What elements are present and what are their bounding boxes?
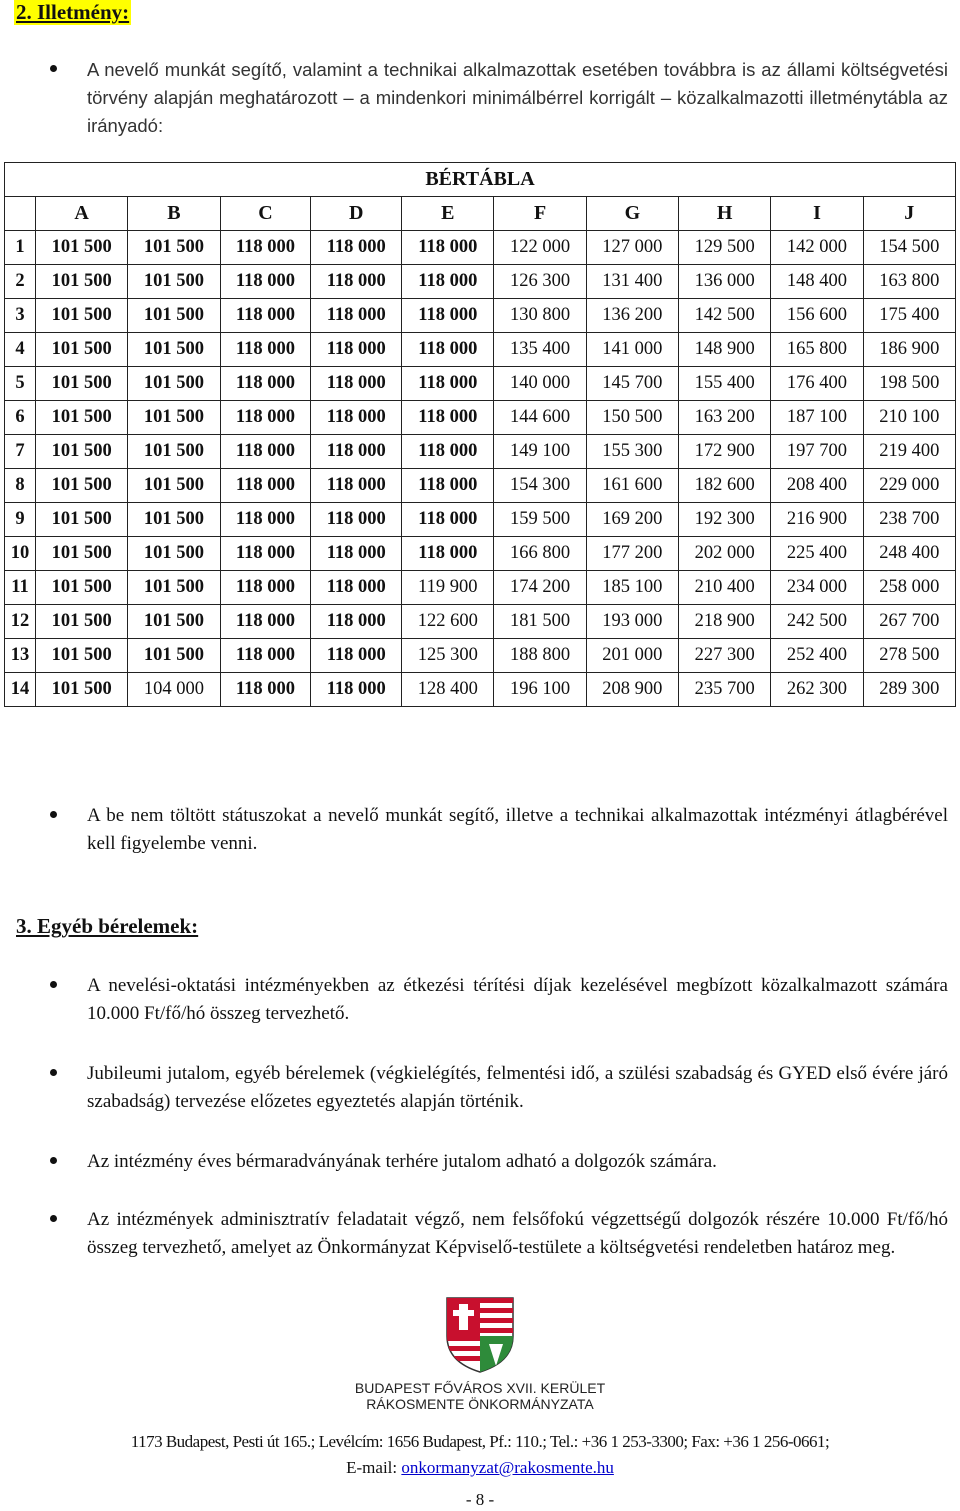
bullet-item [50,972,948,1028]
table-cell: 101 500 [36,469,128,503]
bullet-text: Az intézmények adminisztratív feladatait végző, nem felsőfokú végzettségű dolgozók részére 10.000 Ft/fő/hó összeg tervezhető, amelyet az Önkormányzat Képviselő-testülete a költségvetési rendeletben határoz meg. [87,1209,948,1258]
table-cell: 176 400 [771,367,863,401]
table-cell: 118 000 [220,367,311,401]
table-cell: 129 500 [679,231,771,265]
bullet-item [50,1060,948,1116]
table-cell: 118 000 [402,367,494,401]
table-cell: 234 000 [771,571,863,605]
bullet-icon [50,65,57,72]
table-cell: 186 900 [863,333,955,367]
table-cell: 210 100 [863,401,955,435]
table-cell: 238 700 [863,503,955,537]
table-cell: 126 300 [494,265,586,299]
table-cell: 165 800 [771,333,863,367]
bullet-icon [50,981,57,988]
table-cell: 101 500 [36,231,128,265]
table-cell: 149 100 [494,435,586,469]
table-cell: 118 000 [220,299,311,333]
table-cell: 101 500 [36,537,128,571]
section-2-heading: 2. Illetmény: [16,0,130,24]
table-cell: 118 000 [402,503,494,537]
table-row-number: 6 [5,401,36,435]
table-cell: 118 000 [311,367,402,401]
table-cell: 122 600 [402,605,494,639]
table-cell: 101 500 [36,605,128,639]
table-column-header: A [36,197,128,231]
table-cell: 118 000 [311,265,402,299]
table-cell: 118 000 [402,265,494,299]
table-cell: 175 400 [863,299,955,333]
table-row [5,571,956,605]
table-column-header: F [494,197,586,231]
footer-org-name [0,1380,960,1412]
table-cell: 118 000 [311,639,402,673]
table-cell: 101 500 [128,537,220,571]
table-cell: 193 000 [586,605,678,639]
table-cell: 118 000 [311,673,402,707]
table-cell: 101 500 [128,435,220,469]
table-cell: 142 500 [679,299,771,333]
table-column-header: H [679,197,771,231]
table-cell: 118 000 [311,537,402,571]
table-cell: 258 000 [863,571,955,605]
bullet-icon [50,1069,57,1076]
table-row [5,299,956,333]
table-cell: 252 400 [771,639,863,673]
table-row [5,605,956,639]
table-cell: 185 100 [586,571,678,605]
table-cell: 118 000 [402,469,494,503]
table-cell: 216 900 [771,503,863,537]
table-cell: 118 000 [220,333,311,367]
table-cell: 198 500 [863,367,955,401]
table-cell: 150 500 [586,401,678,435]
table-cell: 174 200 [494,571,586,605]
table-cell: 210 400 [679,571,771,605]
table-cell: 155 300 [586,435,678,469]
table-cell: 101 500 [128,401,220,435]
table-row-number: 8 [5,469,36,503]
table-cell: 187 100 [771,401,863,435]
table-cell: 118 000 [311,469,402,503]
table-cell: 101 500 [128,299,220,333]
table-cell: 262 300 [771,673,863,707]
bullet-text: Az intézmény éves bérmaradványának terhére jutalom adható a dolgozók számára. [87,1151,717,1172]
table-cell: 161 600 [586,469,678,503]
table-cell: 118 000 [402,333,494,367]
bullet-item [50,1206,948,1262]
table-row [5,639,956,673]
table-cell: 128 400 [402,673,494,707]
table-row [5,333,956,367]
table-cell: 101 500 [128,265,220,299]
table-cell: 118 000 [220,537,311,571]
bullet-item [50,802,948,858]
table-cell: 159 500 [494,503,586,537]
footer-org-line1: BUDAPEST FŐVÁROS XVII. KERÜLET [354,1380,606,1396]
table-cell: 140 000 [494,367,586,401]
table-column-header: D [311,197,402,231]
table-cell: 188 800 [494,639,586,673]
footer-address: 1173 Budapest, Pesti út 165.; Levélcím: 1656 Budapest, Pf.: 110.; Tel.: +36 1 253-3300; Fax: +36 1 256-0661; [130,1432,830,1451]
table-cell: 101 500 [36,401,128,435]
table-cell: 118 000 [220,231,311,265]
table-cell: 166 800 [494,537,586,571]
table-title: BÉRTÁBLA [5,163,956,197]
table-cell: 118 000 [220,571,311,605]
table-title-row [5,163,956,197]
table-cell: 101 500 [36,571,128,605]
table-column-header-row [5,197,956,231]
salary-table [4,162,956,707]
table-cell: 148 900 [679,333,771,367]
table-cell: 196 100 [494,673,586,707]
table-row-number: 11 [5,571,36,605]
table-row [5,503,956,537]
footer-email-label: E-mail: [346,1458,402,1477]
table-cell: 118 000 [402,537,494,571]
table-row-number: 1 [5,231,36,265]
table-cell: 101 500 [128,605,220,639]
table-row [5,367,956,401]
table-cell: 118 000 [220,469,311,503]
table-row [5,537,956,571]
table-column-header: E [402,197,494,231]
table-cell: 125 300 [402,639,494,673]
table-cell: 101 500 [128,503,220,537]
table-cell: 278 500 [863,639,955,673]
table-row [5,469,956,503]
table-cell: 118 000 [220,503,311,537]
table-cell: 218 900 [679,605,771,639]
table-row [5,401,956,435]
table-cell: 118 000 [402,299,494,333]
table-cell: 136 000 [679,265,771,299]
table-cell: 101 500 [128,333,220,367]
table-cell: 122 000 [494,231,586,265]
bullet-icon [50,811,57,818]
table-cell: 131 400 [586,265,678,299]
table-cell: 267 700 [863,605,955,639]
footer-email-link[interactable]: onkormanyzat@rakosmente.hu [401,1458,614,1477]
table-cell: 208 400 [771,469,863,503]
table-row [5,231,956,265]
table-cell: 101 500 [36,673,128,707]
table-row-number: 7 [5,435,36,469]
table-cell: 104 000 [128,673,220,707]
table-cell: 118 000 [311,435,402,469]
table-cell: 101 500 [36,639,128,673]
table-cell: 154 300 [494,469,586,503]
footer-org-line2: RÁKOSMENTE ÖNKORMÁNYZATA [366,1396,594,1412]
table-cell: 197 700 [771,435,863,469]
table-cell: 136 200 [586,299,678,333]
table-cell: 118 000 [311,571,402,605]
table-cell: 118 000 [311,299,402,333]
table-cell: 163 800 [863,265,955,299]
table-cell: 163 200 [679,401,771,435]
table-row-number: 14 [5,673,36,707]
table-cell: 225 400 [771,537,863,571]
table-column-header: J [863,197,955,231]
table-cell: 118 000 [402,231,494,265]
table-cell: 144 600 [494,401,586,435]
table-row-number: 2 [5,265,36,299]
table-cell: 145 700 [586,367,678,401]
table-cell: 101 500 [128,639,220,673]
table-cell: 118 000 [402,401,494,435]
bullet-icon [50,1215,57,1222]
table-row-number: 12 [5,605,36,639]
table-cell: 154 500 [863,231,955,265]
bullet-text: A nevelő munkát segítő, valamint a technikai alkalmazottak esetében továbbra is az állami költségvetési törvény alapján meghatározott – a mindenkori minimálbérrel korrigált – közalkalmazotti illetménytábla az irányadó: [87,59,948,136]
table-cell: 101 500 [36,435,128,469]
table-cell: 101 500 [36,333,128,367]
table-cell: 118 000 [220,605,311,639]
table-cell: 118 000 [220,673,311,707]
bullet-item [50,56,948,140]
bullet-text: A be nem töltött státuszokat a nevelő munkát segítő, illetve a technikai alkalmazottak intézményi átlagbérével kell figyelembe venni. [87,805,948,854]
table-cell: 118 000 [220,401,311,435]
table-cell: 130 800 [494,299,586,333]
table-row-number: 9 [5,503,36,537]
table-cell: 177 200 [586,537,678,571]
table-cell: 119 900 [402,571,494,605]
table-cell: 118 000 [311,333,402,367]
table-cell: 229 000 [863,469,955,503]
table-cell: 118 000 [311,231,402,265]
table-row-number: 13 [5,639,36,673]
table-cell: 101 500 [36,367,128,401]
table-cell: 242 500 [771,605,863,639]
table-cell: 101 500 [36,265,128,299]
footer-email-line [0,1458,960,1478]
table-cell: 155 400 [679,367,771,401]
bullet-text: A nevelési-oktatási intézményekben az étkezési térítési díjak kezelésével megbízott közalkalmazott számára 10.000 Ft/fő/hó összeg tervezhető. [87,975,948,1024]
table-cell: 118 000 [220,265,311,299]
table-cell: 101 500 [128,367,220,401]
table-cell: 172 900 [679,435,771,469]
table-cell: 118 000 [311,401,402,435]
table-cell: 141 000 [586,333,678,367]
table-cell: 169 200 [586,503,678,537]
page-number: - 8 - [465,1490,495,1509]
table-row-number: 3 [5,299,36,333]
table-column-header: I [771,197,863,231]
table-cell: 219 400 [863,435,955,469]
table-cell: 101 500 [36,299,128,333]
table-cell: 101 500 [128,571,220,605]
table-cell: 135 400 [494,333,586,367]
bullet-icon [50,1157,57,1164]
table-cell: 118 000 [220,639,311,673]
table-row [5,435,956,469]
table-cell: 148 400 [771,265,863,299]
table-cell: 142 000 [771,231,863,265]
table-cell: 182 600 [679,469,771,503]
table-cell: 118 000 [311,605,402,639]
table-column-header: C [220,197,311,231]
table-column-header: B [128,197,220,231]
coat-of-arms-icon [445,1296,515,1374]
table-cell: 289 300 [863,673,955,707]
table-cell: 118 000 [220,435,311,469]
table-cell: 156 600 [771,299,863,333]
table-cell: 208 900 [586,673,678,707]
table-cell: 181 500 [494,605,586,639]
table-row-number: 4 [5,333,36,367]
table-row-number: 5 [5,367,36,401]
table-column-header: G [586,197,678,231]
table-cell: 227 300 [679,639,771,673]
table-cell: 101 500 [128,469,220,503]
table-cell: 118 000 [311,503,402,537]
table-cell: 101 500 [128,231,220,265]
table-cell: 192 300 [679,503,771,537]
table-cell: 248 400 [863,537,955,571]
bullet-text: Jubileumi jutalom, egyéb bérelemek (végkielégítés, felmentési idő, a szülési szabadság és GYED első évére járó szabadság) tervezése előzetes egyeztetés alapján történik. [87,1063,948,1112]
table-row [5,673,956,707]
bullet-item [50,1148,948,1176]
table-row [5,265,956,299]
table-cell: 127 000 [586,231,678,265]
table-cell: 202 000 [679,537,771,571]
table-cell: 118 000 [402,435,494,469]
table-row-number: 10 [5,537,36,571]
section-3-heading: 3. Egyéb bérelemek: [16,914,199,938]
table-cell: 101 500 [36,503,128,537]
table-cell: 235 700 [679,673,771,707]
table-corner-cell [5,197,36,231]
table-cell: 201 000 [586,639,678,673]
